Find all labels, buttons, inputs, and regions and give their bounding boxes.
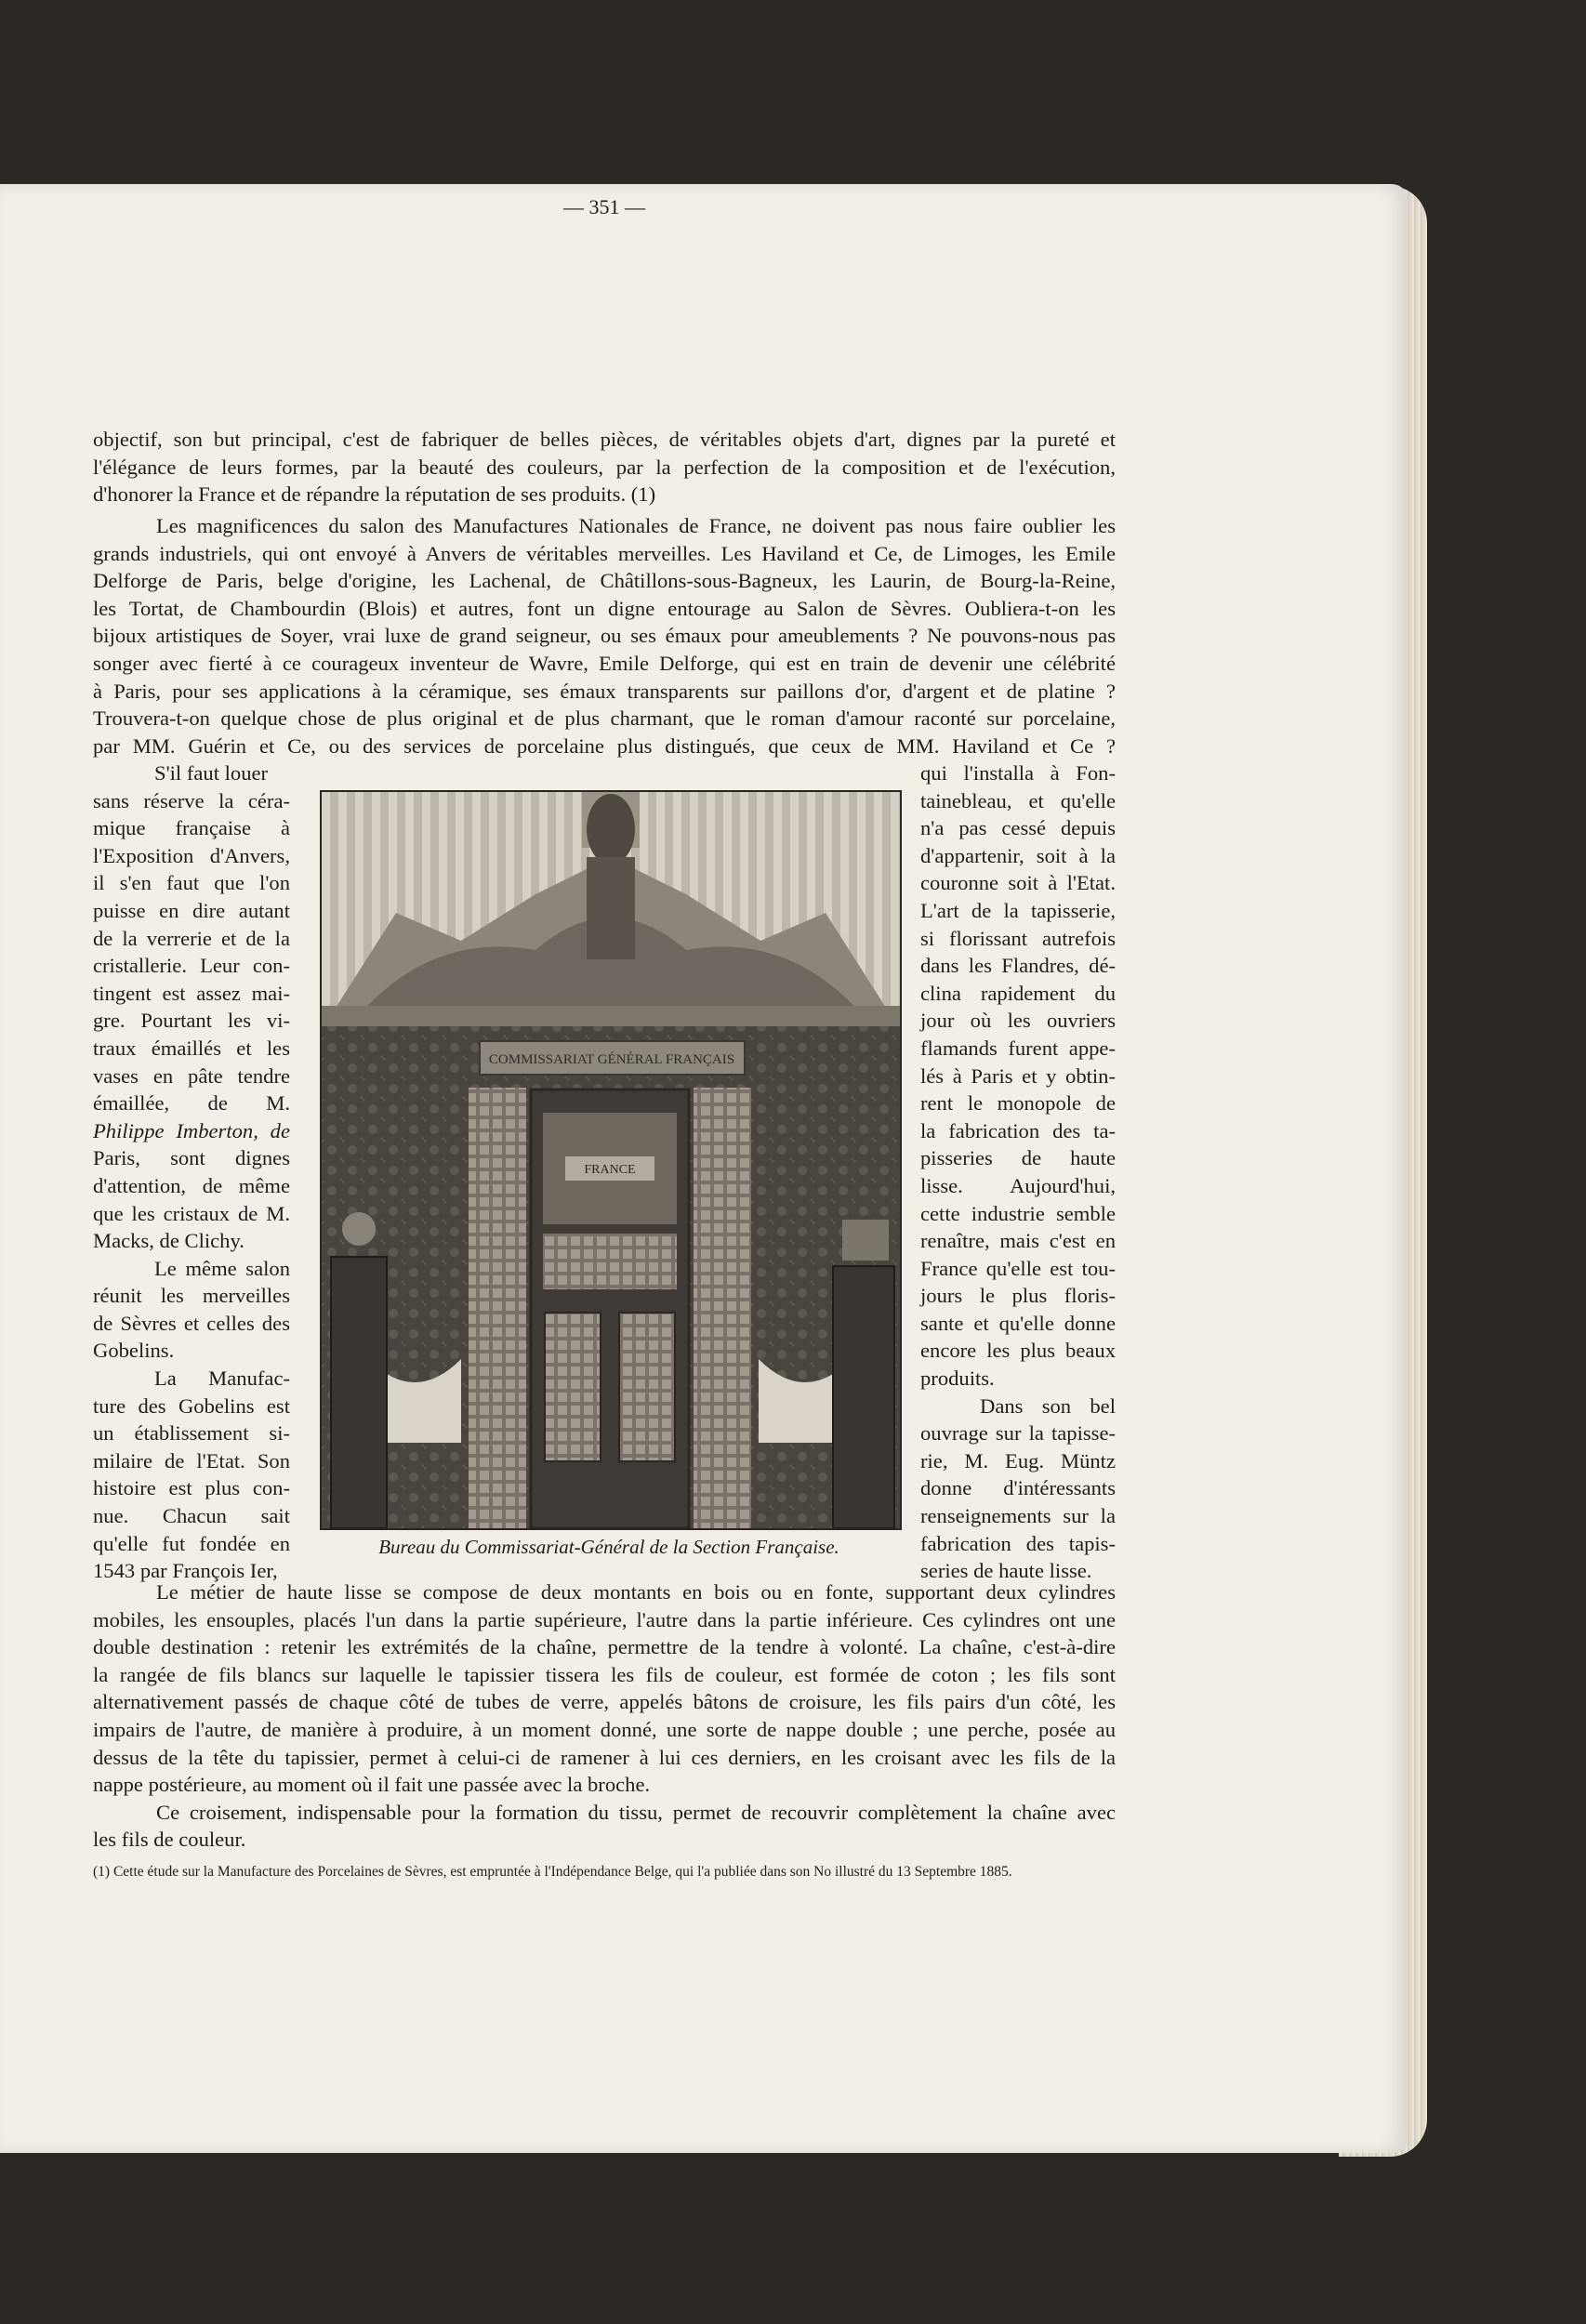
text-line: tainebleau, et qu'elle	[920, 788, 1116, 812]
text-line: double destination : retenir les extrémités de la chaîne, permettre de la tendre à volonté. La chaîne, c'est-à-dire	[93, 1635, 1116, 1659]
text-line: fabrication des tapis-	[920, 1531, 1116, 1555]
text-line: impairs de l'autre, de manière à produire, à un moment donné, une sorte de nappe double ; une perche, posée au	[93, 1717, 1116, 1741]
sign-text: COMMISSARIAT GÉNÉRAL FRANÇAIS	[488, 1052, 735, 1067]
text-line: Ce croisement, indispensable pour la formation du tissu, permet de recouvrir complètement la chaîne avec	[156, 1800, 1116, 1824]
text-line: La Manufac-	[154, 1367, 290, 1391]
text-line: milaire de l'Etat. Son	[93, 1448, 290, 1472]
text-line: traux émaillés et les	[93, 1036, 290, 1060]
text-line: puisse en dire autant	[93, 898, 290, 922]
text-line: Delforge de Paris, belge d'origine, les Lachenal, de Châtillons-sous-Bagneux, les Laurin, de Bourg-la-Reine,	[93, 569, 1116, 593]
text-line: Le même salon	[154, 1256, 290, 1280]
text-line: objectif, son but principal, c'est de fabriquer de belles pièces, de véritables objets d'art, dignes par la pureté et	[93, 428, 1116, 451]
text-line: de Sèvres et celles des	[93, 1311, 290, 1335]
text-line: les Tortat, de Chambourdin (Blois) et autres, font un digne entourage au Salon de Sèvres. Oubliera-t-on les	[93, 596, 1116, 620]
text-line: clina rapidement du	[920, 981, 1116, 1005]
left-column	[93, 759, 290, 1585]
text-line: cristallerie. Leur con-	[93, 954, 290, 978]
text-line: l'élégance de leurs formes, par la beauté des couleurs, par la perfection de la composition et de l'exécution,	[93, 455, 1116, 479]
text-line: d'appartenir, soit à la	[920, 843, 1116, 867]
illustration-drawing	[322, 792, 900, 1528]
text-line: Trouvera-t-on quelque chose de plus original et de plus charmant, que le roman d'amour raconté sur porcelaine,	[93, 706, 1116, 731]
text-line: bijoux artistiques de Soyer, vrai luxe de grand seigneur, ou ses émaux pour ameublements ? Ne pouvons-nous pas	[93, 624, 1116, 648]
text-line: n'a pas cessé depuis	[920, 816, 1116, 840]
text-line: à Paris, pour ses applications à la céramique, ses émaux transparents sur paillons d'or, d'argent et de platine ?	[93, 679, 1116, 703]
text-line: tingent est assez mai-	[93, 981, 290, 1005]
second-paragraph	[93, 512, 1116, 759]
text-line: 1543 par François Ier,	[93, 1559, 278, 1583]
text-line: encore les plus beaux	[920, 1339, 1116, 1363]
text-line: vases en pâte tendre	[93, 1063, 290, 1088]
text-line: nappe postérieure, au moment où il fait une passée avec la broche.	[93, 1773, 651, 1797]
text-line: émaillée, de M.	[93, 1091, 290, 1116]
text-line: series de haute lisse.	[920, 1559, 1092, 1583]
text-line: donne d'intéressants	[920, 1476, 1116, 1500]
text-line: grands industriels, qui ont envoyé à Anvers de véritables merveilles. Les Haviland et Ce, de Limoges, les Emile	[93, 541, 1116, 565]
text-line: ouvrage sur la tapisse-	[920, 1421, 1116, 1446]
text-line: produits.	[920, 1367, 995, 1391]
text-line: histoire est plus con-	[93, 1476, 290, 1500]
text-line: Macks, de Clichy.	[93, 1229, 245, 1253]
text-line: Philippe Imberton, de	[93, 1118, 290, 1142]
text-line: d'attention, de même	[93, 1173, 290, 1197]
text-line: les fils de couleur.	[93, 1828, 246, 1852]
text-line: gre. Pourtant les vi-	[93, 1009, 290, 1033]
text-line: rent le monopole de	[920, 1091, 1116, 1116]
text-line: de la verrerie et de la	[93, 926, 290, 950]
text-line: couronne soit à l'Etat.	[920, 871, 1116, 895]
text-line: lisse. Aujourd'hui,	[920, 1173, 1116, 1197]
top-paragraph	[93, 426, 1116, 508]
page-number: — 351 —	[563, 195, 645, 218]
text-line: flamands furent appe-	[920, 1036, 1116, 1060]
text-line: rie, M. Eug. Müntz	[920, 1448, 1116, 1472]
text-line: Paris, sont dignes	[93, 1146, 290, 1170]
text-line: renseignements sur la	[920, 1504, 1116, 1528]
text-line: songer avec fierté à ce courageux inventeur de Wavre, Emile Delforge, qui est en train de devenir une célébrité	[93, 651, 1116, 675]
text-line: sans réserve la céra-	[93, 788, 290, 812]
text-line: Les magnificences du salon des Manufactures Nationales de France, ne doivent pas nous faire oublier les	[156, 514, 1116, 537]
text-line: S'il faut louer	[154, 761, 269, 785]
text-line: jour où les ouvriers	[920, 1009, 1116, 1033]
text-line: réunit les merveilles	[93, 1284, 290, 1308]
text-line: mobiles, les ensouples, placés l'un dans la partie supérieure, l'autre dans la partie inférieure. Ces cylindres ont une	[93, 1607, 1116, 1631]
text-line: lés à Paris et y obtin-	[920, 1063, 1116, 1088]
door-label: FRANCE	[584, 1163, 636, 1177]
footnote: (1) Cette étude sur la Manufacture des Porcelaines de Sèvres, est empruntée à l'Indépendance Belge, qui l'a publiée dans son No illustré du 13 Septembre 1885.	[93, 1864, 1012, 1880]
text-line: nue. Chacun sait	[93, 1504, 290, 1528]
text-line: Gobelins.	[93, 1339, 175, 1363]
text-line: renaître, mais c'est en	[920, 1229, 1116, 1253]
text-line: que les cristaux de M.	[93, 1201, 290, 1225]
text-line: un établissement si-	[93, 1421, 290, 1446]
illustration-photo	[320, 790, 902, 1530]
text-line: ture des Gobelins est	[93, 1393, 290, 1418]
text-line: jours le plus floris-	[920, 1284, 1116, 1308]
text-line: qui l'installa à Fon-	[920, 761, 1116, 785]
text-line: cette industrie semble	[920, 1201, 1116, 1225]
text-line: la fabrication des ta-	[920, 1118, 1116, 1142]
text-line: alternativement passés de chaque côté de tubes de verre, appelés bâtons de croisure, les fils pairs d'un côté, les	[93, 1690, 1116, 1714]
text-line: d'honorer la France et de répandre la réputation de ses produits. (1)	[93, 482, 656, 507]
text-line: si florissant autrefois	[920, 926, 1116, 950]
bottom-paragraph	[93, 1578, 1116, 1854]
text-line: il s'en faut que l'on	[93, 871, 290, 895]
text-line: mique française à	[93, 816, 290, 840]
text-line: France qu'elle est tou-	[920, 1256, 1116, 1280]
right-column	[920, 759, 1116, 1585]
text-line: L'art de la tapisserie,	[920, 898, 1116, 922]
text-line: qu'elle fut fondée en	[93, 1531, 290, 1555]
text-line: dans les Flandres, dé-	[920, 954, 1116, 978]
text-line: par MM. Guérin et Ce, ou des services de porcelaine plus distingués, que ceux de MM. Haviland et Ce ?	[93, 733, 1116, 758]
figure-caption: Bureau du Commissariat-Général de la Section Française.	[378, 1536, 839, 1558]
text-line: Le métier de haute lisse se compose de deux montants en bois ou en fonte, supportant deux cylindres	[156, 1580, 1116, 1604]
text-line: l'Exposition d'Anvers,	[93, 843, 290, 867]
text-line: la rangée de fils blancs sur laquelle le tapissier tissera les fils de couleur, est formée de coton ; les fils sont	[93, 1662, 1116, 1686]
text-line: pisseries de haute	[920, 1146, 1116, 1170]
text-line: Dans son bel	[980, 1393, 1116, 1418]
text-line: sante et qu'elle donne	[920, 1311, 1116, 1335]
text-line: dessus de la tête du tapissier, permet à celui-ci de ramener à lui ces derniers, en les croisant avec les fils de la	[93, 1745, 1116, 1769]
